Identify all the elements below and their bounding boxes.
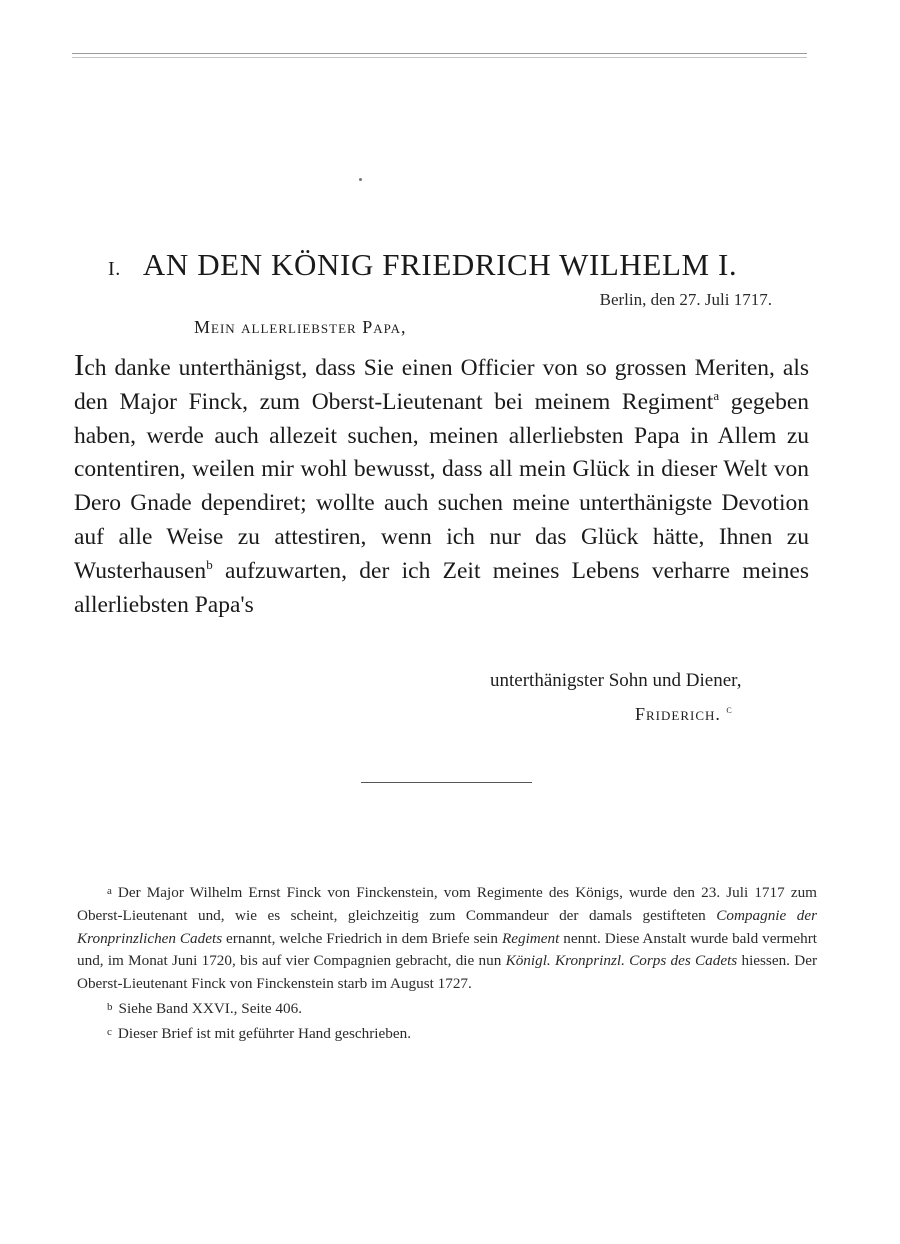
footnote-mark: c (107, 1025, 112, 1038)
footnote-text: Der Major Wilhelm Ernst Finck von Finckenstein, vom Regimente des Königs, wurde den 23. Juli 1717 zum Oberst-Lieutenant und, wie es scheint, gleichzeitig zum Commandeur der damals gestifteten (77, 884, 817, 924)
footnote-ref-b: b (206, 556, 213, 572)
header-rule (72, 53, 807, 54)
section-divider (361, 782, 532, 783)
footnote-a (77, 880, 817, 996)
header-rule-secondary (72, 57, 807, 58)
footnote-italic: Regiment (501, 929, 560, 947)
closing: unterthänigster Sohn und Diener, (490, 670, 742, 691)
footnote-b (77, 996, 817, 1021)
letter-number: I. (108, 257, 121, 280)
footnote-c (77, 1021, 817, 1046)
signature-name: Friderich. (635, 704, 721, 724)
footnote-ref-a: a (713, 387, 720, 403)
letter-title (108, 247, 808, 283)
signature (635, 704, 733, 725)
footnote-mark: a (107, 885, 112, 897)
body-text-3: aufzuwarten, der ich Zeit meines Lebens verharre meines allerliebsten Papa's (74, 557, 809, 618)
footnote-text: Dieser Brief ist mit geführter Hand geschrieben. (117, 1024, 411, 1042)
footnote-italic: Königl. Kronprinzl. Corps des Cadets (505, 952, 738, 970)
printer-speck (359, 178, 362, 181)
footnote-text: Siehe Band XXVI., Seite 406. (118, 999, 302, 1017)
salutation: Mein allerliebster Papa, (194, 317, 407, 337)
letter-title-text: AN DEN KÖNIG FRIEDRICH WILHELM I. (142, 246, 738, 282)
letter-body (74, 347, 810, 622)
footnotes (77, 880, 817, 1046)
body-text-2: gegeben haben, werde auch allezeit suchen, meinen allerliebsten Papa in Allem zu contentiren, weilen mir wohl bewusst, dass all mein Glück in dieser Welt von Dero Gnade dependiret; wollte auch suchen meine unterthänigste Devotion auf alle Weise zu attestiren, wenn ich nur das Glück hätte, Ihnen zu Wusterhausen (74, 388, 810, 584)
footnote-mark: b (107, 1000, 113, 1013)
footnote-text: hiessen. Der Oberst-Lieutenant Finck von Finckenstein starb im August 1727. (77, 952, 817, 993)
footnote-text: nennt. Diese Anstalt wurde bald vermehrt und, im Monat Juni 1720, bis auf vier Compagnien gebracht, die nun (77, 929, 817, 970)
initial-letter: I (74, 347, 85, 382)
footnote-text: ernannt, welche Friedrich in dem Briefe sein (222, 929, 502, 947)
footnote-ref-c: c (726, 704, 733, 716)
footnote-italic: Compagnie der Kronprinzlichen Cadets (77, 906, 818, 947)
dateline: Berlin, den 27. Juli 1717. (599, 290, 772, 309)
body-text-1: ch danke unterthänigst, dass Sie einen Officier von so grossen Meriten, als den Major Finck, zum Oberst-Lieutenant bei meinem Regiment (74, 355, 809, 415)
